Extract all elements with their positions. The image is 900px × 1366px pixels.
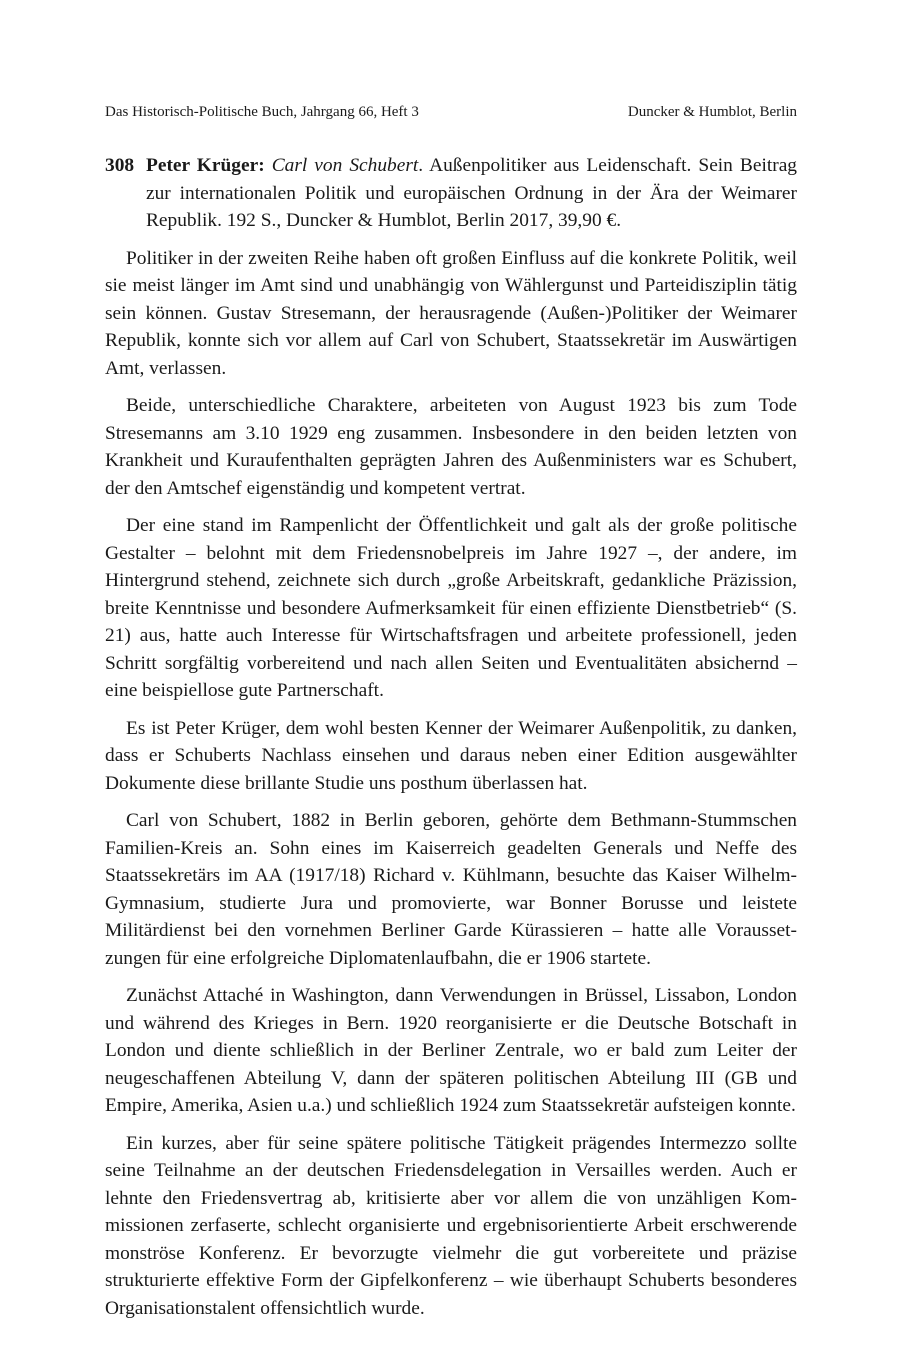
paragraph: Zunächst Attaché in Washington, dann Verwendungen in Brüssel, Lissabon, London und während des Krieges in Bern. 1920 reorganisierte er die Deutsche Botschaft in London und diente schließlich in der Berliner Zentrale, wo er bald zum Leiter der neugeschaffenen Abteilung V, dann der späteren politischen Abteilung III (GB und Empire, Amerika, Asien u.a.) und schließlich 1924 zum Staatssekretär aufsteigen konnte. [105, 985, 797, 1116]
entry-citation [105, 152, 797, 235]
entry-bibliographic-details: . Außenpolitiker aus Leidenschaft. Sein Beitrag zur internationalen Politik und europäischen Ordnung in der Ära der Weimarer Republik. 192 S., Duncker & Humblot, Berlin 2017, 39,90 €. [146, 155, 797, 231]
paragraph: Carl von Schubert, 1882 in Berlin geboren, gehörte dem Bethmann-Stummschen Familien-Kreis an. Sohn eines im Kaiserreich geadelten Generals und Neffe des Staatssekretärs im AA (1917/18) Richard v. Kühlmann, besuchte das Kaiser Wilhelm-Gymnasium, studierte Jura und promovierte, war Bonner Borusse und leistete Militärdienst bei den vornehmen Berliner Garde Kürassieren – hatte alle Voraussetzungen für eine erfolgreiche Diplomatenlaufbahn, die er 1906 startete. [105, 810, 797, 969]
paragraph: Beide, unterschiedliche Charaktere, arbeiteten von August 1923 bis zum Tode Stresemanns am 3.10 1929 eng zusammen. Insbesondere in den beiden letzten von Krankheit und Kuraufenthalten geprägten Jahren des Außenministers war es Schubert, der den Amtschef eigenständig und kompetent vertrat. [105, 395, 797, 499]
review-body [105, 245, 797, 1323]
entry-title: Carl von Schubert [271, 155, 419, 176]
paragraph: Es ist Peter Krüger, dem wohl besten Kenner der Weimarer Außenpolitik, zu danken, dass er Schuberts Nachlass einsehen und daraus neben einer Edition ausgewählter Dokumente diese brillante Studie uns posthum überlassen hat. [105, 717, 797, 794]
paragraph: Ein kurzes, aber für seine spätere politische Tätigkeit prägendes Intermezzo sollte seine Teilnahme an der deutschen Friedensdelegation in Versailles werden. Auch er lehnte den Friedensvertrag ab, kritisierte aber vor allem die von unzähligen Kommissionen zerfaserte, schlecht organisierte und ergebnisorientierte Arbeit erschwerende monströse Konferenz. Er bevorzugte vielmehr die gut vorbereitete und präzise strukturierte effektive Form der Gipfelkonferenz – wie überhaupt Schuberts besonderes Organisationstalent offensichtlich wurde. [105, 1132, 797, 1319]
entry-number: 308 [105, 155, 135, 176]
paragraph: Der eine stand im Rampenlicht der Öffentlichkeit und galt als der große politische Gestalter – belohnt mit dem Friedensnobelpreis im Jahre 1927 –, der andere, im Hintergrund stehend, zeichnete sich durch „große Arbeitskraft, gedankliche Präzission, breite Kenntnisse und besondere Aufmerksamkeit für einen effiziente Dienstbetrieb“ (S. 21) aus, hatte auch Interesse für Wirtschaftsfragen und arbeitete professionell, jeden Schritt sorgfältig vorbereitend und nach allen Seiten und Eventualitäten absichernd – eine beispiellose gute Partnerschaft. [105, 515, 797, 701]
running-head-journal: Das Historisch-Politische Buch, Jahrgang 66, Heft 3 [105, 104, 419, 120]
paragraph: Politiker in der zweiten Reihe haben oft großen Einfluss auf die konkrete Politik, weil sie meist länger im Amt sind und unabhängig von Wählergunst und Parteidisziplin tätig sein können. Gustav Stresemann, der herausragende (Außen-)Politiker der Weimarer Republik, konnte sich vor allem auf Carl von Schubert, Staatssekretär im Auswärtigen Amt, verlassen. [105, 247, 797, 379]
running-head-publisher: Duncker & Humblot, Berlin [627, 104, 797, 120]
review-entry [105, 152, 797, 1332]
entry-author: Peter Krüger: [146, 155, 265, 176]
running-head [105, 100, 797, 124]
